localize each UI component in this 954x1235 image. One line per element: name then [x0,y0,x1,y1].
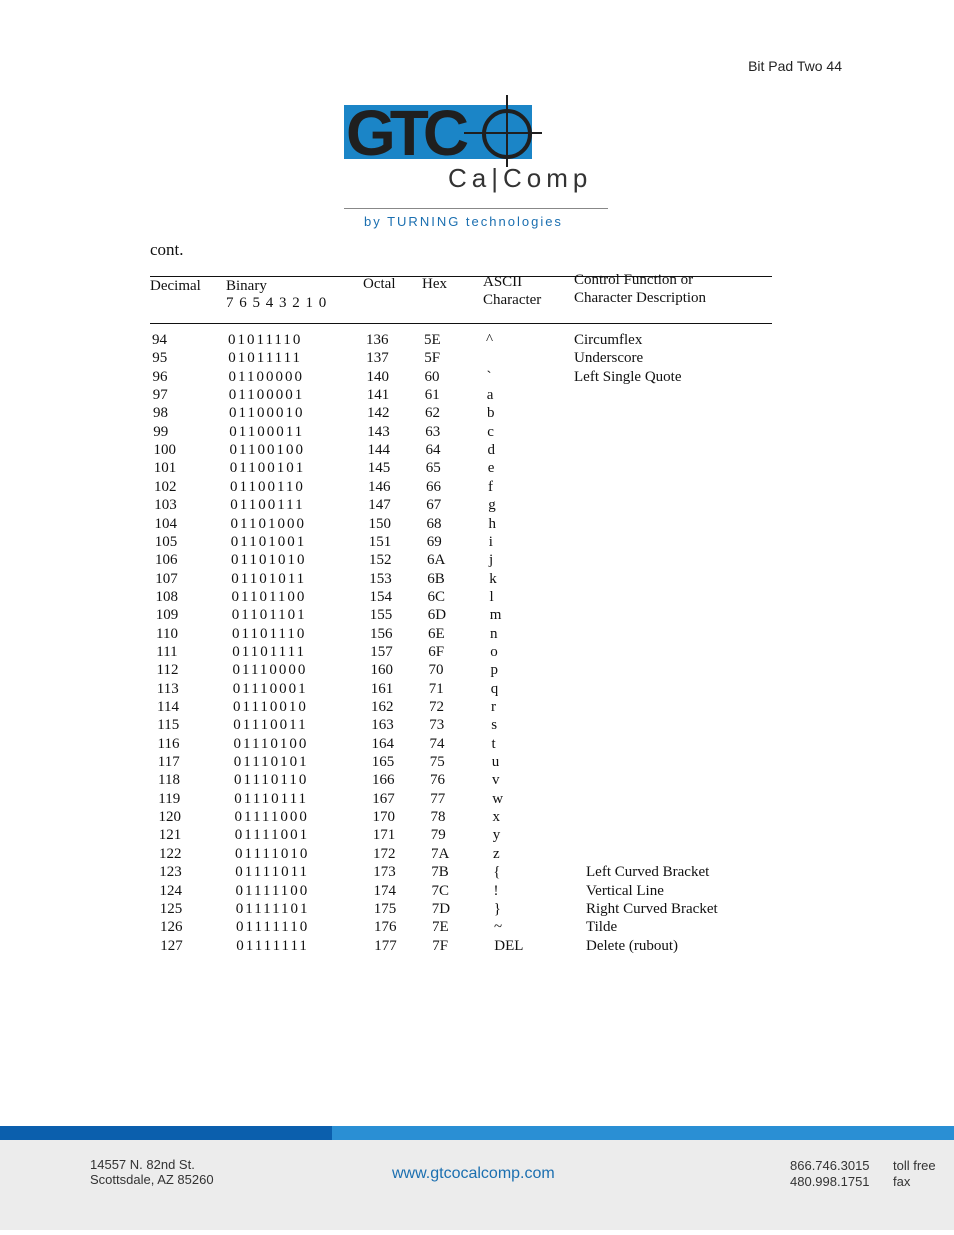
cell-hex: 7B [431,864,449,881]
header-bit-positions: 7 6 5 4 3 2 1 0 [226,295,328,311]
table-row [150,424,772,442]
cell-decimal: 127 [160,937,183,954]
cell-binary: 01110001 [232,680,308,697]
cell-hex: 78 [430,809,446,826]
cell-binary: 01100110 [230,478,305,495]
footer-color-bar [0,1126,954,1140]
cell-decimal: 124 [159,882,182,899]
cell-ascii: s [491,717,498,734]
table-row [150,332,772,350]
header-ascii: ASCII [483,274,523,290]
cell-hex: 65 [425,460,441,477]
cell-decimal: 122 [159,845,182,862]
table-row [150,717,772,735]
continued-label: cont. [150,240,184,259]
cell-decimal: 100 [153,442,176,459]
cell-octal: 167 [372,790,395,807]
cell-octal: 164 [371,735,394,752]
table-row [150,350,772,368]
cell-hex: 61 [424,387,440,404]
cell-ascii: u [491,754,500,771]
cell-hex: 6F [428,643,445,660]
cell-hex: 72 [429,699,444,715]
cell-octal: 140 [366,368,389,385]
cell-octal: 177 [374,937,397,954]
cell-binary: 01100000 [228,368,304,385]
page-label: Bit Pad Two 44 [748,58,842,74]
cell-binary: 01110011 [233,717,308,734]
cell-decimal: 123 [159,864,182,881]
cell-ascii: } [493,900,501,917]
cell-binary: 01100011 [229,423,305,440]
cell-octal: 147 [368,497,391,514]
cell-decimal: 118 [158,772,180,789]
cell-octal: 141 [366,387,390,404]
cell-ascii: ~ [494,919,503,936]
cell-ascii: n [490,625,498,642]
cell-ascii: k [489,570,497,587]
cell-decimal: 105 [154,533,178,550]
cell-hex: 7A [431,845,450,862]
label-fax: fax [893,1174,911,1189]
cell-ascii: t [491,735,496,752]
cell-hex: 60 [424,368,440,385]
table-row [150,938,772,956]
cell-description: Circumflex [574,332,643,348]
table-row [150,827,772,845]
table-row [150,809,772,827]
cell-binary: 01110010 [233,699,308,715]
cell-binary: 01101110 [232,625,307,642]
cell-ascii: y [492,827,501,844]
cell-binary: 01101100 [231,588,307,605]
footer-color-bar-dark [0,1126,332,1140]
cell-decimal: 103 [154,497,177,514]
cell-hex: 6C [427,588,446,605]
cell-octal: 156 [370,625,393,642]
cell-binary: 01011111 [228,350,303,367]
cell-decimal: 114 [157,699,179,715]
footer-address [90,1157,214,1187]
cell-octal: 145 [367,460,391,477]
cell-decimal: 112 [156,662,179,679]
cell-decimal: 97 [152,387,168,404]
cell-hex: 62 [425,405,440,422]
cell-octal: 146 [368,478,391,495]
cell-binary: 01101010 [231,552,307,569]
table-row [150,589,772,607]
table-row [150,883,772,901]
cell-octal: 150 [368,515,391,532]
header-hex: Hex [422,276,447,292]
logo-divider [344,208,608,209]
cell-hex: 6A [427,552,446,569]
table-row [150,571,772,589]
cell-hex: 5F [424,350,441,367]
cell-hex: 7F [432,937,449,954]
label-toll-free: toll free [893,1158,936,1173]
table-row [150,699,772,717]
cell-decimal: 117 [157,754,180,771]
cell-decimal: 101 [153,460,177,477]
cell-binary: 01110100 [233,735,309,752]
cell-ascii: ^ [486,332,494,348]
cell-octal: 175 [373,900,397,917]
cell-decimal: 121 [158,827,182,844]
cell-binary: 01101111 [232,643,307,660]
cell-binary: 01100010 [229,405,305,422]
cell-ascii: g [488,497,496,514]
table-row [150,479,772,497]
cell-binary: 01101000 [230,515,306,532]
cell-octal: 166 [372,772,395,789]
cell-ascii: { [493,864,501,881]
cell-ascii: v [492,772,500,789]
table-row [150,662,772,680]
cell-octal: 144 [367,442,390,459]
cell-binary: 01111011 [235,864,310,881]
cell-ascii: e [487,460,495,477]
cell-ascii: j [489,552,494,569]
table-row [150,552,772,570]
cell-decimal: 98 [153,405,168,422]
cell-decimal: 102 [154,478,177,495]
cell-binary: 01101011 [231,570,307,587]
cell-hex: 6D [427,607,447,624]
cell-binary: 01101001 [230,533,307,550]
cell-description: Right Curved Bracket [586,900,718,917]
table-row [150,387,772,405]
cell-binary: 01110110 [234,772,309,789]
cell-decimal: 125 [159,900,183,917]
table-row [150,405,772,423]
logo-calcomp: Ca|Comp [448,163,593,193]
cell-binary: 01111110 [236,919,310,936]
cell-decimal: 111 [156,643,178,660]
footer-website-link[interactable]: www.gtcocalcomp.com [392,1165,555,1182]
cell-decimal: 116 [157,735,180,752]
cell-ascii: DEL [494,937,524,954]
cell-octal: 174 [373,882,396,899]
cell-decimal: 119 [158,790,181,807]
table-row [150,901,772,919]
cell-binary: 01100001 [228,387,305,404]
table-row [150,644,772,662]
cell-decimal: 113 [156,680,179,697]
cell-description: Vertical Line [586,882,664,899]
cell-octal: 153 [369,570,392,587]
cell-binary: 01111111 [236,937,309,954]
logo-byline: by TURNING technologies [364,214,563,229]
cell-description: Left Single Quote [574,368,682,385]
cell-decimal: 110 [156,625,178,642]
table-row [150,460,772,478]
cell-hex: 7C [431,882,450,899]
cell-decimal: 109 [155,607,179,624]
cell-ascii: o [490,643,498,660]
cell-binary: 01111000 [234,809,309,826]
cell-ascii: p [490,662,498,679]
table-row [150,754,772,772]
table-row [150,919,772,937]
cell-ascii: c [487,423,494,440]
cell-hex: 64 [425,442,441,459]
cell-octal: 172 [373,845,396,862]
table-row [150,607,772,625]
cell-description: Left Curved Bracket [586,864,710,881]
cell-hex: 69 [426,533,442,550]
table-row [150,516,772,534]
crosshair-horizontal [464,132,542,134]
cell-decimal: 108 [155,588,178,605]
cell-decimal: 115 [157,717,180,734]
cell-ascii: h [488,515,496,532]
cell-ascii: m [489,607,502,624]
cell-ascii: f [488,478,493,495]
cell-hex: 79 [430,827,446,844]
table-row [150,736,772,754]
cell-octal: 155 [369,607,393,624]
cell-ascii: b [487,405,495,422]
cell-hex: 7E [432,919,449,936]
cell-octal: 160 [370,662,393,679]
cell-hex: 6B [427,570,445,587]
cell-binary: 01111001 [234,827,310,844]
cell-hex: 6E [428,625,445,642]
cell-ascii: i [488,533,493,550]
cell-hex: 77 [430,790,446,807]
table-row [150,864,772,882]
cell-ascii: ! [493,882,499,899]
cell-octal: 173 [373,864,396,881]
cell-decimal: 104 [154,515,177,532]
cell-binary: 01100101 [229,460,306,477]
header-octal: Octal [363,276,396,292]
table-row [150,534,772,552]
address-line-1: 14557 N. 82nd St. [90,1157,195,1172]
cell-octal: 152 [369,552,392,569]
header-decimal: Decimal [150,278,201,294]
cell-octal: 151 [368,533,392,550]
table-row [150,497,772,515]
cell-description: Tilde [586,919,618,936]
cell-decimal: 99 [153,423,169,440]
cell-ascii: a [486,387,494,404]
cell-octal: 165 [371,754,395,771]
cell-binary: 01110000 [232,662,308,679]
phone-fax: 480.998.1751 [790,1174,870,1189]
cell-hex: 71 [428,680,444,697]
table-row [150,846,772,864]
cell-hex: 63 [425,423,441,440]
table-row [150,681,772,699]
cell-ascii: q [490,680,499,697]
address-line-2: Scottsdale, AZ 85260 [90,1172,214,1187]
cell-octal: 137 [366,350,389,367]
cell-hex: 7D [431,900,451,917]
gtco-calcomp-logo [344,95,614,235]
header-binary: Binary [226,278,267,294]
footer-phones [790,1158,870,1190]
table-row [150,626,772,644]
header-control-function: Control Function or [574,272,694,288]
footer [0,1140,954,1230]
cell-octal: 161 [370,680,394,697]
cell-hex: 76 [430,772,445,789]
cell-description: Delete (rubout) [586,937,679,954]
cell-ascii: ` [486,368,492,385]
cell-hex: 75 [429,754,445,771]
cell-octal: 136 [366,332,389,348]
header-character-description: Character Description [574,290,707,306]
cell-binary: 01111100 [235,882,310,899]
cell-binary: 01100111 [230,497,305,514]
cell-hex: 73 [429,717,445,734]
table-row [150,772,772,790]
cell-decimal: 94 [152,332,167,348]
table-row [150,369,772,387]
cell-decimal: 106 [155,552,178,569]
cell-description: Underscore [574,350,644,367]
logo-wordmark: GTC [346,97,464,169]
cell-octal: 143 [367,423,390,440]
cell-decimal: 96 [152,368,168,385]
cell-octal: 171 [372,827,396,844]
cell-binary: 01011110 [228,332,303,348]
cell-binary: 01111010 [235,845,310,862]
cell-octal: 142 [367,405,390,422]
cell-hex: 5E [424,332,441,348]
cell-octal: 157 [370,643,393,660]
cell-ascii: z [493,845,500,862]
cell-binary: 01101101 [231,607,307,624]
table-row [150,442,772,460]
table-header-rule [150,323,772,324]
phone-toll-free: 866.746.3015 [790,1158,870,1173]
cell-hex: 67 [426,497,442,514]
cell-hex: 66 [426,478,441,495]
cell-hex: 70 [428,662,444,679]
cell-decimal: 107 [155,570,178,587]
cell-binary: 01110101 [233,754,309,771]
cell-binary: 01110111 [234,790,309,807]
cell-octal: 162 [371,699,394,715]
cell-binary: 01100100 [229,442,305,459]
cell-octal: 176 [374,919,397,936]
cell-octal: 170 [372,809,395,826]
table-row [150,791,772,809]
footer-phone-labels [893,1158,936,1190]
cell-octal: 163 [371,717,394,734]
cell-octal: 154 [369,588,392,605]
cell-ascii: w [492,790,504,807]
header-character: Character [483,292,542,308]
cell-decimal: 95 [152,350,168,367]
cell-ascii: x [492,809,500,826]
cell-hex: 74 [429,735,445,752]
cell-ascii: d [487,442,495,459]
cell-ascii: r [491,699,496,715]
crosshair-vertical [506,95,508,167]
cell-decimal: 120 [158,809,181,826]
cell-binary: 01111101 [235,900,310,917]
cell-hex: 68 [426,515,442,532]
cell-ascii: l [489,588,494,605]
cell-decimal: 126 [160,919,183,936]
